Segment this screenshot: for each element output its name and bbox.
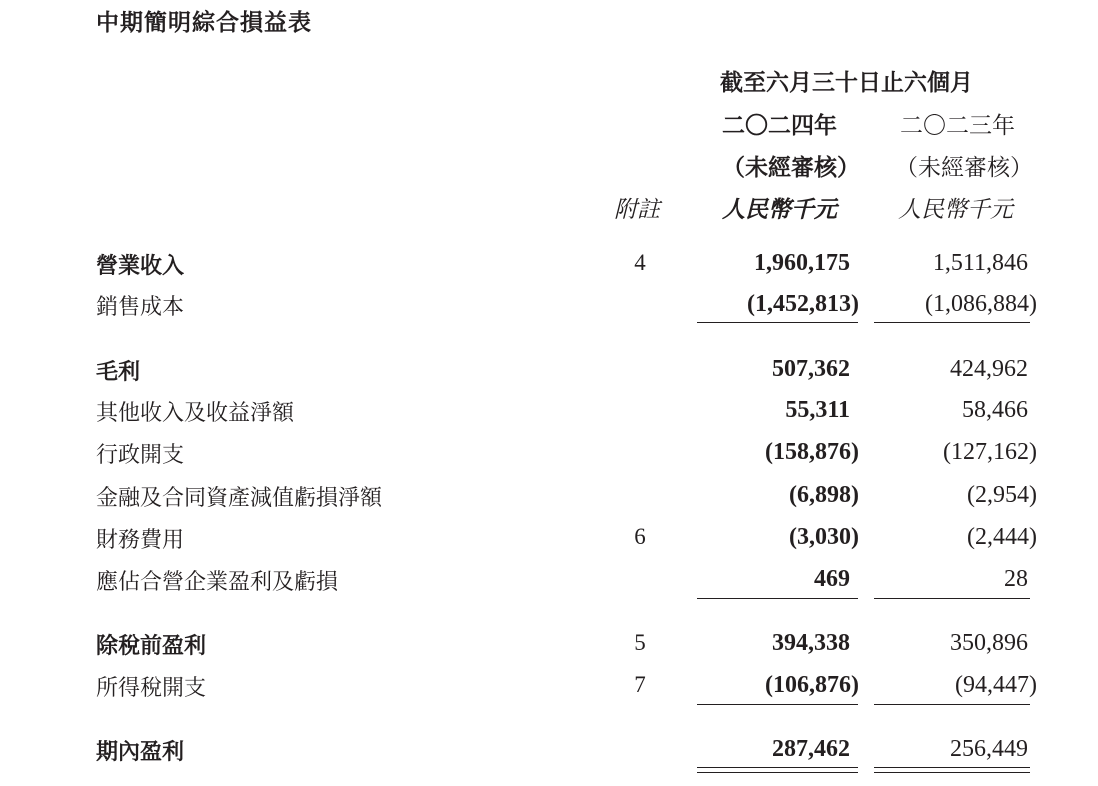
row-label: 毛利 [96, 360, 141, 385]
row-label: 營業收入 [96, 254, 185, 279]
table-row [0, 396, 1098, 428]
value-2023: 256,449 [950, 736, 1028, 762]
row-label: 其他收入及收益淨額 [96, 401, 295, 426]
value-2024: (158,876) [765, 439, 859, 465]
row-label: 金融及合同資產減值虧損淨額 [96, 486, 383, 511]
subtotal-rule-2024 [697, 322, 858, 323]
value-2023: 1,511,846 [932, 250, 1028, 276]
value-2023: (2,444) [967, 524, 1037, 550]
value-2023: (127,162) [943, 439, 1037, 465]
total-double-rule-2023-lower [874, 772, 1030, 773]
period-header: 截至六月三十日止六個月 [720, 69, 973, 96]
year-2024-header: 二〇二四年 [722, 112, 837, 139]
currency-2024-header: 人民幣千元 [722, 196, 837, 223]
row-note: 6 [634, 524, 646, 549]
total-double-rule-2024-upper [697, 767, 858, 768]
value-2024: 394,338 [772, 630, 850, 656]
row-note: 5 [634, 630, 646, 655]
row-label: 應佔合營企業盈利及虧損 [96, 570, 339, 595]
currency-2023-header: 人民幣千元 [898, 197, 1013, 223]
total-double-rule-2023-upper [874, 767, 1030, 768]
total-double-rule-2024-lower [697, 772, 858, 773]
table-row [0, 355, 1098, 387]
table-row [0, 671, 1098, 703]
value-2023: (94,447) [955, 672, 1037, 698]
table-row [0, 438, 1098, 470]
value-2023: (2,954) [967, 482, 1037, 508]
value-2023: 28 [1004, 566, 1028, 592]
value-2023: (1,086,884) [925, 291, 1037, 317]
table-row [0, 735, 1098, 767]
value-2024: 507,362 [772, 356, 850, 382]
value-2024: 1,960,175 [754, 250, 850, 276]
row-label: 期內盈利 [96, 740, 185, 765]
value-2024: (6,898) [789, 482, 859, 508]
row-label: 除稅前盈利 [96, 634, 207, 659]
table-row [0, 523, 1098, 555]
value-2023: 58,466 [962, 397, 1028, 423]
note-column-header: 附註 [614, 197, 660, 223]
row-label: 所得稅開支 [96, 676, 207, 701]
value-2024: (106,876) [765, 672, 859, 698]
year-2023-header: 二〇二三年 [900, 113, 1015, 139]
row-label: 行政開支 [96, 443, 185, 468]
statement-title: 中期簡明綜合損益表 [96, 10, 312, 36]
value-2024: 55,311 [785, 397, 850, 423]
table-row [0, 249, 1098, 281]
unaudited-2023-header: （未經審核） [895, 155, 1033, 181]
subtotal-rule-2023 [874, 704, 1030, 705]
subtotal-rule-2023 [874, 322, 1030, 323]
row-label: 銷售成本 [96, 295, 185, 320]
value-2023: 424,962 [950, 356, 1028, 382]
subtotal-rule-2023 [874, 598, 1030, 599]
table-row [0, 290, 1098, 322]
table-row [0, 629, 1098, 661]
subtotal-rule-2024 [697, 598, 858, 599]
row-label: 財務費用 [96, 528, 185, 553]
table-row [0, 481, 1098, 513]
value-2024: 469 [814, 566, 850, 592]
subtotal-rule-2024 [697, 704, 858, 705]
unaudited-2024-header: （未經審核） [722, 154, 860, 181]
table-row [0, 565, 1098, 597]
value-2023: 350,896 [950, 630, 1028, 656]
value-2024: (3,030) [789, 524, 859, 550]
row-note: 4 [634, 250, 646, 275]
value-2024: (1,452,813) [747, 291, 859, 317]
value-2024: 287,462 [772, 736, 850, 762]
row-note: 7 [634, 672, 646, 697]
